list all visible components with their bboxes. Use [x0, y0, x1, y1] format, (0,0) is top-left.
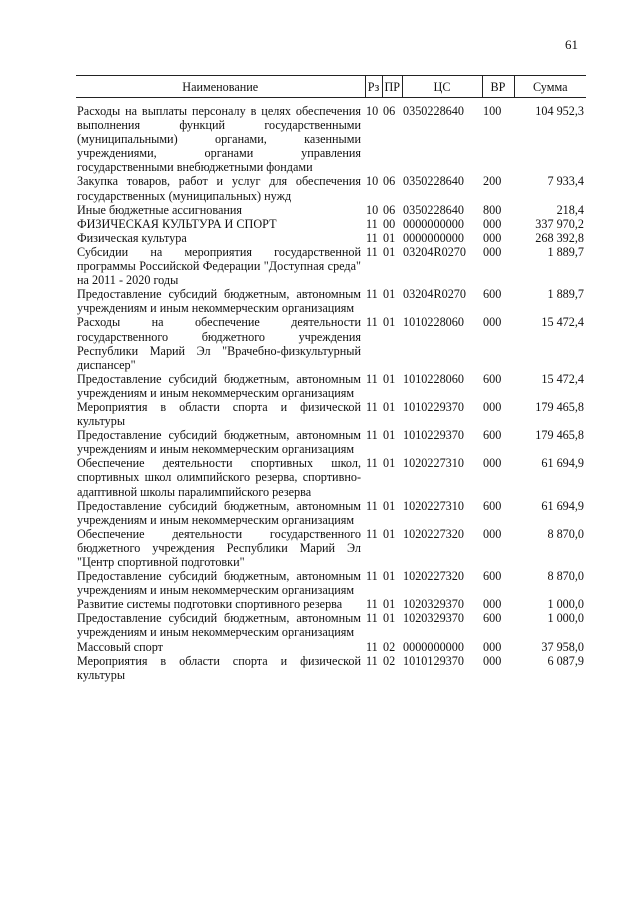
cell-rz: 11: [366, 653, 378, 668]
cell-cs: 1010129370: [403, 653, 464, 668]
cell-name: Мероприятия в области спорта и физической культуры: [77, 653, 361, 682]
cell-cs: 1010229370: [403, 399, 464, 414]
cell-sum: 337 970,2: [535, 216, 584, 231]
cell-rz: 10: [366, 104, 379, 118]
cell-rz: 11: [366, 428, 378, 443]
cell-pr: 00: [383, 216, 396, 231]
cell-sum: 61 694,9: [541, 498, 584, 513]
cell-cs: 0350228640: [403, 174, 464, 189]
cell-rz: 11: [366, 315, 378, 330]
cell-cs: 1020227310: [403, 456, 464, 471]
cell-cs: 1010229370: [403, 428, 464, 443]
cell-vr: 000: [483, 526, 502, 541]
cell-name: Обеспечение деятельности спортивных школ, спортивных школ олимпийского резерва, спортивно-адаптивной школы паралимпийского резерва: [77, 456, 361, 499]
cell-sum: 8 870,0: [547, 526, 584, 541]
cell-name: Предоставление субсидий бюджетным, автономным учреждениям и иным некоммерческим организациям: [77, 428, 361, 457]
table-row: [76, 527, 586, 569]
cell-cs: 1020329370: [403, 597, 464, 612]
cell-vr: 200: [483, 174, 502, 189]
table-row: [76, 372, 586, 400]
cell-name: Субсидии на мероприятия государственной программы Российской Федерации "Доступная среда" на 2011 - 2020 годы: [77, 244, 361, 288]
cell-pr: 02: [383, 639, 396, 654]
cell-sum: 179 465,8: [535, 428, 584, 443]
cell-cs: 0000000000: [403, 230, 464, 245]
cell-sum: 1 889,7: [547, 287, 584, 302]
cell-cs: 03204R0270: [403, 244, 466, 259]
cell-sum: 37 958,0: [541, 639, 584, 654]
cell-sum: 15 472,4: [541, 371, 584, 386]
cell-vr: 000: [483, 639, 502, 654]
cell-vr: 000: [483, 244, 502, 259]
table-row: [76, 569, 586, 597]
cell-vr: 000: [483, 230, 502, 245]
cell-name: Закупка товаров, работ и услуг для обеспечения государственных (муниципальных) нужд: [77, 174, 361, 203]
cell-name: Массовый спорт: [77, 639, 163, 654]
cell-rz: 11: [366, 456, 378, 471]
cell-sum: 179 465,8: [535, 399, 584, 414]
cell-cs: 1020227310: [403, 498, 464, 513]
cell-pr: 01: [383, 611, 396, 626]
cell-sum: 268 392,8: [535, 230, 584, 245]
cell-cs: 0350228640: [403, 202, 464, 217]
cell-vr: 600: [483, 428, 502, 443]
cell-rz: 11: [366, 399, 378, 414]
cell-vr: 000: [483, 216, 502, 231]
cell-sum: 15 472,4: [541, 315, 584, 330]
cell-name: Физическая культура: [77, 230, 187, 245]
table-row: [76, 231, 586, 245]
cell-rz: 11: [366, 611, 378, 626]
cell-name: Предоставление субсидий бюджетным, автономным учреждениям и иным некоммерческим организациям: [77, 287, 361, 316]
cell-sum: 6 087,9: [547, 653, 584, 668]
table-row: [76, 456, 586, 498]
cell-cs: 03204R0270: [403, 287, 466, 302]
table-row: [76, 245, 586, 287]
cell-name: Предоставление субсидий бюджетным, автономным учреждениям и иным некоммерческим организациям: [77, 611, 361, 640]
cell-pr: 01: [383, 244, 396, 259]
cell-pr: 01: [383, 399, 396, 414]
column-header-name: Наименование: [76, 76, 365, 98]
column-header-rz: Рз: [365, 76, 382, 98]
column-header-pr: ПР: [382, 76, 402, 98]
column-header-vr: ВР: [482, 76, 514, 98]
cell-rz: 11: [366, 244, 378, 259]
cell-name: Обеспечение деятельности государственного бюджетного учреждения Республики Марий Эл "Центр спортивной подготовки": [77, 526, 361, 569]
cell-vr: 600: [483, 569, 502, 584]
cell-pr: 06: [383, 174, 396, 189]
cell-sum: 1 000,0: [547, 597, 584, 612]
table-row: [76, 315, 586, 371]
cell-vr: 000: [483, 315, 502, 330]
table-row: [76, 597, 586, 611]
cell-vr: 000: [483, 456, 502, 471]
cell-vr: 100: [483, 104, 502, 118]
cell-pr: 01: [383, 526, 396, 541]
cell-cs: 1020329370: [403, 611, 464, 626]
cell-pr: 01: [383, 456, 396, 471]
cell-pr: 06: [383, 104, 396, 118]
table-row: [76, 174, 586, 202]
cell-cs: 1020227320: [403, 526, 464, 541]
cell-pr: 01: [383, 371, 396, 386]
table-row: [76, 654, 586, 682]
table-row: [76, 611, 586, 639]
table-row: [76, 499, 586, 527]
cell-cs: 0000000000: [403, 639, 464, 654]
cell-pr: 01: [383, 569, 396, 584]
column-header-cs: ЦС: [402, 76, 482, 98]
table-row: [76, 98, 586, 175]
cell-rz: 11: [366, 597, 378, 612]
cell-pr: 01: [383, 498, 396, 513]
cell-pr: 01: [383, 428, 396, 443]
cell-sum: 1 889,7: [547, 244, 584, 259]
cell-sum: 218,4: [556, 202, 584, 217]
page-number: 61: [565, 37, 578, 52]
cell-name: Предоставление субсидий бюджетным, автономным учреждениям и иным некоммерческим организациям: [77, 569, 361, 598]
table-row: [76, 287, 586, 315]
cell-vr: 600: [483, 287, 502, 302]
cell-name: Иные бюджетные ассигнования: [77, 202, 243, 217]
cell-rz: 11: [366, 287, 378, 302]
cell-vr: 800: [483, 202, 502, 217]
cell-cs: 1020227320: [403, 569, 464, 584]
cell-rz: 11: [366, 526, 378, 541]
cell-name: Мероприятия в области спорта и физической культуры: [77, 399, 361, 429]
table-header-row: [76, 76, 586, 98]
cell-sum: 104 952,3: [535, 104, 584, 118]
cell-name: Расходы на обеспечение деятельности государственного бюджетного учреждения Республики Марий Эл "Врачебно-физкультурный диспансер": [77, 315, 361, 372]
cell-sum: 61 694,9: [541, 456, 584, 471]
cell-rz: 11: [366, 569, 378, 584]
cell-vr: 000: [483, 597, 502, 612]
cell-name: Расходы на выплаты персоналу в целях обеспечения выполнения функций государственными (муниципальными) органами, казенными учреждениями, органами управления государственными внебюджетными фондами: [77, 104, 361, 175]
cell-name: Предоставление субсидий бюджетным, автономным учреждениям и иным некоммерческим организациям: [77, 371, 361, 400]
table-row: [76, 400, 586, 428]
cell-vr: 000: [483, 399, 502, 414]
cell-rz: 10: [366, 202, 379, 217]
cell-rz: 11: [366, 371, 378, 386]
table-body: [76, 98, 586, 682]
cell-vr: 600: [483, 371, 502, 386]
cell-name: Предоставление субсидий бюджетным, автономным учреждениям и иным некоммерческим организациям: [77, 498, 361, 527]
cell-rz: 11: [366, 230, 378, 245]
cell-pr: 01: [383, 315, 396, 330]
cell-cs: 0000000000: [403, 216, 464, 231]
cell-sum: 1 000,0: [547, 611, 584, 626]
cell-pr: 01: [383, 287, 396, 302]
cell-vr: 600: [483, 498, 502, 513]
cell-sum: 7 933,4: [547, 174, 584, 189]
cell-rz: 11: [366, 216, 378, 231]
cell-name: ФИЗИЧЕСКАЯ КУЛЬТУРА И СПОРТ: [77, 216, 277, 231]
table-row: [76, 217, 586, 231]
cell-name: Развитие системы подготовки спортивного резерва: [77, 597, 343, 612]
budget-table: [76, 75, 586, 682]
table-row: [76, 640, 586, 654]
cell-vr: 600: [483, 611, 502, 626]
cell-sum: 8 870,0: [547, 569, 584, 584]
cell-cs: 0350228640: [403, 104, 464, 118]
column-header-sum: Сумма: [514, 76, 586, 98]
table-row: [76, 428, 586, 456]
cell-cs: 1010228060: [403, 315, 464, 330]
cell-pr: 01: [383, 597, 396, 612]
cell-pr: 01: [383, 230, 396, 245]
table-row: [76, 203, 586, 217]
cell-rz: 11: [366, 639, 378, 654]
cell-pr: 02: [383, 653, 396, 668]
cell-pr: 06: [383, 202, 396, 217]
cell-cs: 1010228060: [403, 371, 464, 386]
cell-vr: 000: [483, 653, 502, 668]
cell-rz: 11: [366, 498, 378, 513]
cell-rz: 10: [366, 174, 379, 189]
